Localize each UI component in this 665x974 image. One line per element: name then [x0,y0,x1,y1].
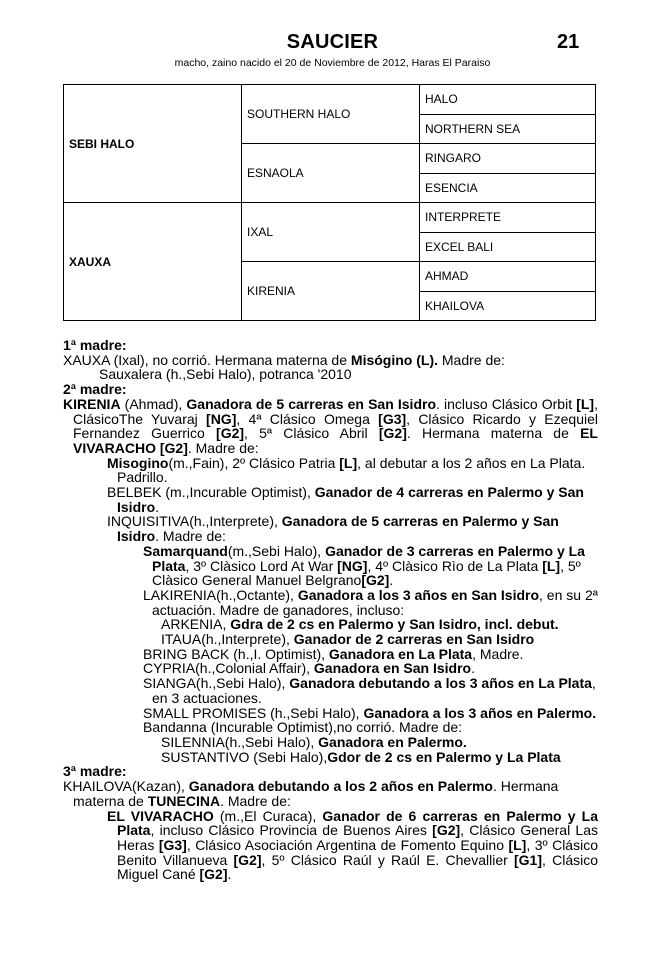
produce-entry [63,544,598,588]
entry-bold: Ganador de 4 carreras en Palermo y San Isidro [117,484,584,515]
produce-entry [63,632,598,647]
entry-bold: Ganador de 6 carreras en Palermo y La Plata [117,807,599,839]
produce-entry [63,485,598,514]
entry-text: , ClásicoThe Yuvaraj [73,395,598,427]
entry-bold: TUNECINA [147,792,221,809]
pedigree-g3-cell: HALO [420,85,596,115]
produce-entry [63,676,598,705]
entry-text: . incluso Clásico Orbit [436,395,577,412]
entry-bold: Ganadora a los 3 años en San Isidro [297,586,540,603]
produce-entry [63,809,598,883]
produce-entry [63,706,598,721]
entry-text: KHAILOVA(Kazan), [63,778,189,795]
entry-text: , 4º Clàsico Rìo de La Plata [367,557,543,574]
entry-bold: Ganadora debutando a los 2 años en Palermo [188,778,493,795]
entry-text: , Madre. [472,645,524,662]
produce-entry [63,750,598,765]
entry-text: (m.,Sebi Halo), [227,542,326,559]
entry-bold: Ganadora debutando a los 3 años en La Plata [289,675,592,692]
entry-text: . [471,660,475,677]
entry-text: . Madre de: [155,528,226,545]
entry-bold: [G2] [378,425,407,442]
pedigree-g3-cell: AHMAD [420,262,596,292]
entry-text: . [389,572,394,589]
entry-text: . Hermana materna de [73,778,559,809]
entry-bold: EL VIVARACHO [G2] [73,425,598,456]
entry-text: , Clásico Asociación Argentina de Fomento Equino [186,836,509,853]
entry-text: BELBEK (m.,Incurable Optimist), [107,484,315,501]
entry-text: CYPRIA(h.,Colonial Affair), [143,660,314,677]
horse-description: macho, zaino nacido el 20 de Noviembre de 2012, Haras El Paraiso [174,57,491,69]
entry-bold: Ganadora a los 3 años en Palermo. [363,704,597,721]
produce-entry [63,514,598,543]
entry-bold: [G2] [233,851,262,868]
entry-text: ARKENIA, [161,616,231,633]
entry-text: . [155,498,160,515]
entry-text: , en 3 actuaciones. [152,675,596,706]
pedigree-sire: SEBI HALO [64,85,242,203]
entry-bold: Ganador de 3 carreras en Palermo y La Plata [152,542,585,574]
entry-text: , 5º Clàsico General Manuel Belgrano [152,557,581,589]
entry-text: SIANGA(h.,Sebi Halo), [143,675,290,692]
entry-bold: [G1] [513,851,542,868]
entry-text: (m.,Fain), 2º Clásico Patria [168,454,340,471]
entry-bold: KIRENIA [63,395,121,412]
second-dam-entry [63,397,598,456]
entry-bold: EL VIVARACHO [107,807,214,824]
first-dam-entry [63,353,598,368]
entry-bold: Ganador de 2 carreras en San Isidro [293,631,535,648]
entry-bold: Ganadora de 5 carreras en San Isidro [186,395,437,412]
produce-entry [63,588,598,617]
pedigree-g3-cell: RINGARO [420,144,596,174]
entry-text: Madre de: [438,351,505,368]
pedigree-dam-dam: KIRENIA [242,262,420,321]
entry-text: , Clásico Ricardo y Ezequiel Fernandez Guerrico [73,410,599,442]
entry-bold: Misógino (L). [350,351,438,368]
entry-text: (m.,El Curaca), [213,807,323,824]
entry-text: . Madre de: [220,792,291,809]
entry-text: . Madre de: [187,439,259,456]
entry-bold: Gdra de 2 cs en Palermo y San Isidro, incl. debut. [230,616,559,633]
entry-bold: [L] [576,395,595,412]
entry-bold: [L] [542,557,561,574]
first-dam-heading: 1ª madre: [63,337,127,353]
entry-text: (Ahmad), [120,395,187,412]
entry-bold: Gdor de 2 cs en Palermo y La Plata [327,748,561,765]
entry-bold: [G2] [216,425,245,442]
entry-bold: [G3] [158,836,187,853]
entry-bold: Ganadora en Palermo. [318,733,467,750]
family-notes [63,338,598,882]
entry-text: . [227,866,232,883]
produce-entry [63,735,598,750]
entry-text: , en su 2ª actuación. Madre de ganadores, incluso: [152,586,598,618]
entry-text: ITAUA(h.,Interprete), [161,631,294,648]
entry-text: SUSTANTIVO (Sebi Halo), [161,748,328,765]
entry-text: INQUISITIVA(h.,Interprete), [107,513,282,530]
entry-text: BRING BACK (h.,I. Optimist), [143,645,329,662]
entry-bold: [NG] [337,557,368,574]
entry-bold: [G2] [199,866,228,883]
entry-text: , al debutar a los 2 años en La Plata. Padrillo. [117,454,586,486]
pedigree-sire-sire: SOUTHERN HALO [242,85,420,144]
entry-text: , 5ª Clásico Abril [244,425,379,442]
lot-number: 21 [557,31,580,53]
entry-text: , Clásico General Las Heras [117,822,598,853]
third-dam-entry [63,779,598,808]
pedigree-dam-sire: IXAL [242,203,420,262]
entry-bold: [NG] [206,410,237,427]
entry-text: , 5º Clásico Raúl y Raúl E. Chevallier [261,851,514,868]
pedigree-g3-cell: NORTHERN SEA [420,114,596,144]
produce-entry [63,456,598,485]
entry-text: SILENNIA(h.,Sebi Halo), [161,733,319,750]
entry-bold: Samarquand [143,542,228,559]
horse-name: SAUCIER [286,31,379,53]
entry-bold: Misogino [107,454,169,471]
entry-text: , 3º Clásico Benito Villanueva [117,836,598,868]
pedigree-g3-cell: KHAILOVA [420,291,596,321]
entry-bold: [L] [339,454,358,471]
entry-bold: Ganadora de 5 carreras en Palermo y San Isidro [117,513,559,545]
pedigree-table [63,84,596,321]
entry-text: LAKIRENIA(h.,Octante), [143,586,298,603]
entry-text: , Clásico Miguel Cané [117,851,598,883]
third-dam-heading: 3ª madre: [63,763,127,780]
entry-text: XAUXA (Ixal), no corrió. Hermana materna de [63,351,351,368]
entry-text: SMALL PROMISES (h.,Sebi Halo), [143,704,364,721]
pedigree-g3-cell: ESENCIA [420,173,596,203]
pedigree-g3-cell: EXCEL BALI [420,232,596,262]
pedigree-sire-dam: ESNAOLA [242,144,420,203]
second-dam-heading: 2ª madre: [63,381,127,398]
entry-bold: Ganadora en La Plata [328,645,473,662]
entry-text: , 4ª Clásico Omega [236,410,379,427]
pedigree-g3-cell: INTERPRETE [420,203,596,233]
produce-entry: Sauxalera (h.,Sebi Halo), potranca '2010 [99,366,352,383]
entry-bold: [L] [508,836,527,853]
entry-bold: [G2] [432,822,461,839]
produce-entry [63,617,598,632]
entry-bold: [G3] [378,410,407,427]
entry-text: . Hermana materna de [406,425,581,442]
entry-bold: [G2] [361,572,390,589]
produce-entry [63,647,598,662]
produce-entry [63,661,598,676]
produce-entry: Bandanna (Incurable Optimist),no corrió. Madre de: [143,719,463,736]
entry-bold: Ganadora en San Isidro [313,660,472,677]
entry-text: , incluso Clásico Provincia de Buenos Aires [150,822,433,839]
entry-text: , 3º Clàsico Lord At War [185,557,338,574]
pedigree-dam: XAUXA [64,203,242,321]
